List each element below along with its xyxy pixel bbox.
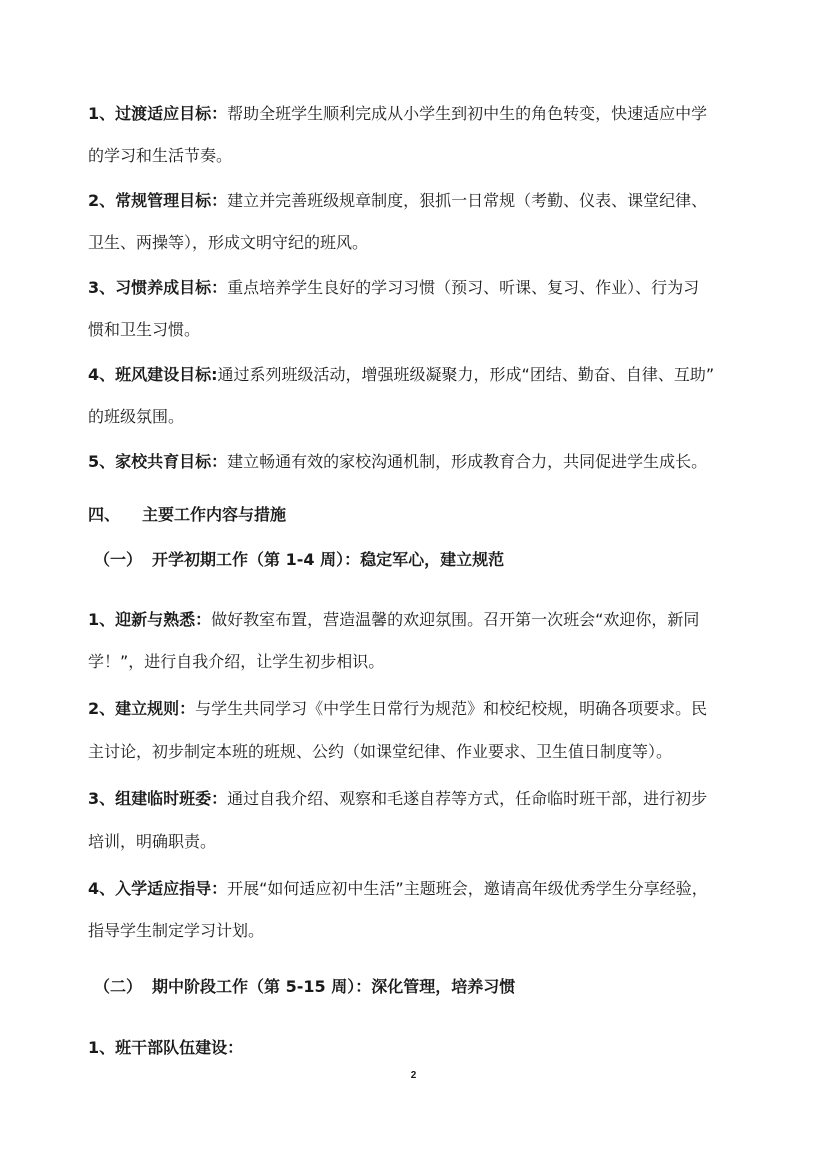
phase-1-item-4-title: 4、入学适应指导： <box>88 879 228 898</box>
phase-1-item-1-line-2: 学！”，进行自我介绍，让学生初步相识。 <box>88 652 385 671</box>
goal-1-line-2: 的学习和生活节奏。 <box>88 146 233 165</box>
goal-5-line-1 <box>88 451 707 473</box>
phase-1-item-2-text: 与学生共同学习《中学生日常行为规范》和校纪校规，明确各项要求。民 <box>195 699 708 718</box>
goal-4-title: 4、班风建设目标: <box>88 365 218 384</box>
goal-2-line-1 <box>88 190 707 212</box>
phase-1-item-3-line-2: 培训，明确职责。 <box>88 832 217 851</box>
phase-1-item-1-line-1 <box>88 609 699 631</box>
phase-2-title: 期中阶段工作（第 5-15 周）：深化管理，培养习惯 <box>152 977 516 996</box>
goal-3-title: 3、习惯养成目标： <box>88 278 228 297</box>
page-number: 2 <box>410 1070 417 1081</box>
phase-1-item-1-title: 1、迎新与熟悉： <box>88 610 212 629</box>
section-4-heading <box>88 504 286 526</box>
phase-1-item-2-line-2: 主讨论，初步制定本班的班规、公约（如课堂纪律、作业要求、卫生值日制度等）。 <box>88 742 673 761</box>
goal-1-title: 1、过渡适应目标： <box>88 104 228 123</box>
phase-1-item-3-line-1 <box>88 788 707 810</box>
phase-1-item-1-text: 做好教室布置，营造温馨的欢迎氛围。召开第一次班会“欢迎你，新同 <box>211 610 700 629</box>
goal-3-text: 重点培养学生良好的学习习惯（预习、听课、复习、作业）、行为习 <box>227 278 700 297</box>
phase-1-item-2-line-1 <box>88 698 707 720</box>
section-4-number: 四、 <box>88 505 121 524</box>
goal-2-title: 2、常规管理目标： <box>88 191 228 210</box>
goal-4-line-1 <box>88 364 714 386</box>
goal-1-line-1 <box>88 103 707 125</box>
phase-1-item-2-title: 2、建立规则： <box>88 699 196 718</box>
goal-4-line-2: 的班级氛围。 <box>88 407 185 426</box>
phase-1-number: （一） <box>94 550 143 569</box>
goal-3-line-2: 惯和卫生习惯。 <box>88 320 201 339</box>
goal-4-text: 通过系列班级活动，增强班级凝聚力，形成“团结、勤奋、自律、互助” <box>217 365 715 384</box>
phase-2-number: （二） <box>94 977 143 996</box>
phase-1-item-3-text: 通过自我介绍、观察和毛遂自荐等方式，任命临时班干部，进行初步 <box>227 789 708 808</box>
phase-1-item-4-line-2: 指导学生制定学习计划。 <box>88 921 265 940</box>
goal-5-title: 5、家校共育目标： <box>88 452 228 471</box>
goal-2-text: 建立并完善班级规章制度，狠抓一日常规（考勤、仪表、课堂纪律、 <box>227 191 708 210</box>
goal-5-text: 建立畅通有效的家校沟通机制，形成教育合力，共同促进学生成长。 <box>227 452 708 471</box>
phase-1-item-3-title: 3、组建临时班委： <box>88 789 228 808</box>
phase-1-item-4-text: 开展“如何适应初中生活”主题班会，邀请高年级优秀学生分享经验， <box>227 879 708 898</box>
phase-1-item-4-line-1 <box>88 878 708 900</box>
goal-1-text: 帮助全班学生顺利完成从小学生到初中生的角色转变，快速适应中学 <box>227 104 708 123</box>
goal-3-line-1 <box>88 277 699 299</box>
phase-2-item-1-title: 1、班干部队伍建设： <box>88 1038 244 1057</box>
phase-2-heading <box>94 976 515 998</box>
phase-1-title: 开学初期工作（第 1-4 周）：稳定军心，建立规范 <box>152 550 505 569</box>
goal-2-line-2: 卫生、两操等），形成文明守纪的班风。 <box>88 233 369 252</box>
phase-1-heading <box>94 549 504 571</box>
section-4-title: 主要工作内容与措施 <box>142 505 287 524</box>
